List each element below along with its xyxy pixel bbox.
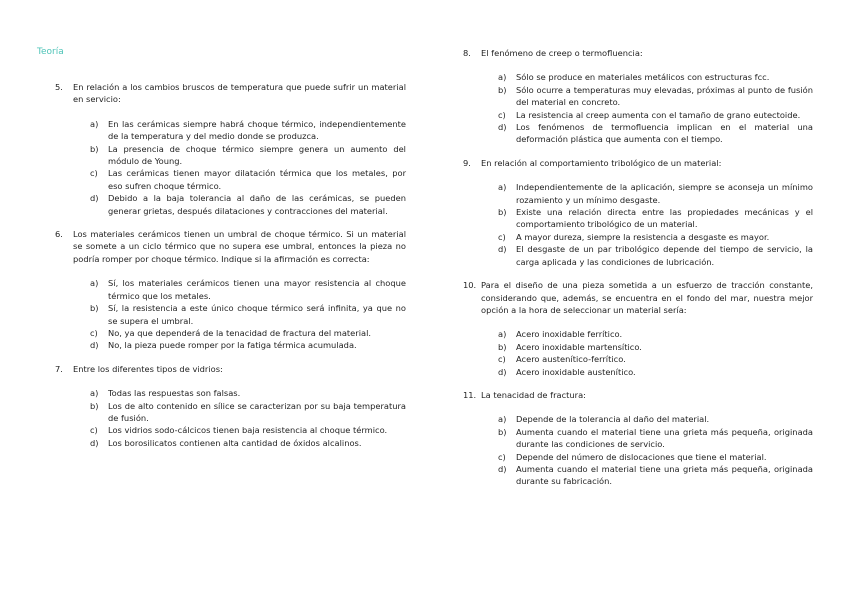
option-b[interactable] bbox=[90, 302, 406, 327]
option-letter: c) bbox=[90, 168, 98, 179]
option-text: Acero inoxidable ferrítico. bbox=[516, 329, 623, 340]
question-8 bbox=[463, 47, 813, 146]
question-text: En relación al comportamiento tribológico de un material: bbox=[481, 157, 722, 168]
option-a[interactable] bbox=[90, 118, 406, 143]
option-c[interactable] bbox=[90, 327, 406, 339]
option-text: Aumenta cuando el material tiene una grieta más pequeña, originada durante las condiciones de servicio. bbox=[516, 426, 813, 450]
option-text: Acero austenítico-ferrítico. bbox=[516, 354, 626, 365]
option-text: Depende del número de dislocaciones que tiene el material. bbox=[516, 451, 767, 462]
question-6 bbox=[55, 228, 406, 352]
option-text: Los borosilicatos contienen alta cantidad de óxidos alcalinos. bbox=[108, 437, 362, 448]
option-a[interactable] bbox=[498, 181, 813, 206]
option-c[interactable] bbox=[90, 167, 406, 192]
question-text: Entre los diferentes tipos de vidrios: bbox=[73, 363, 223, 374]
option-text: A mayor dureza, siempre la resistencia a desgaste es mayor. bbox=[516, 231, 770, 242]
option-letter: d) bbox=[498, 366, 507, 377]
option-d[interactable] bbox=[498, 463, 813, 488]
option-letter: b) bbox=[498, 426, 507, 437]
option-d[interactable] bbox=[90, 339, 406, 351]
option-a[interactable] bbox=[498, 71, 813, 83]
question-text: Los materiales cerámicos tienen un umbral de choque térmico. Si un material se somete a un ciclo térmico que no supera ese umbral, entonces la pieza no podría romper por choque térmico. Indique si la afirmación es correcta: bbox=[73, 229, 406, 264]
option-text: Los de alto contenido en sílice se caracterizan por su baja temperatura de fusión. bbox=[108, 400, 406, 423]
option-letter: a) bbox=[498, 182, 507, 193]
option-letter: c) bbox=[498, 451, 506, 462]
option-text: Acero inoxidable martensítico. bbox=[516, 341, 642, 352]
option-b[interactable] bbox=[498, 206, 813, 231]
option-letter: a) bbox=[90, 118, 99, 129]
option-d[interactable] bbox=[90, 437, 406, 449]
option-text: Existe una relación directa entre las propiedades mecánicas y el comportamiento tribológico de un material. bbox=[516, 207, 813, 230]
question-number: 10. bbox=[463, 280, 477, 291]
option-b[interactable] bbox=[90, 143, 406, 168]
option-d[interactable] bbox=[498, 366, 813, 378]
option-list bbox=[55, 118, 406, 217]
right-column bbox=[463, 47, 813, 488]
option-text: No, la pieza puede romper por la fatiga térmica acumulada. bbox=[108, 340, 357, 351]
option-text: Todas las respuestas son falsas. bbox=[108, 388, 241, 399]
option-text: Acero inoxidable austenítico. bbox=[516, 366, 636, 377]
option-b[interactable] bbox=[498, 84, 813, 109]
question-text: El fenómeno de creep o termofluencia: bbox=[481, 48, 643, 58]
option-list bbox=[463, 328, 813, 378]
option-letter: c) bbox=[90, 327, 98, 338]
question-number: 8. bbox=[463, 48, 471, 58]
option-text: Sólo ocurre a temperaturas muy elevadas, próximas al punto de fusión del material en concreto. bbox=[516, 84, 813, 108]
option-list bbox=[463, 181, 813, 268]
option-letter: a) bbox=[90, 278, 99, 289]
option-letter: a) bbox=[90, 388, 99, 399]
option-list bbox=[55, 277, 406, 351]
option-a[interactable] bbox=[90, 277, 406, 302]
option-text: Sí, la resistencia a este único choque térmico será infinita, ya que no se supera el umbral. bbox=[108, 303, 406, 326]
option-c[interactable] bbox=[498, 109, 813, 121]
question-number: 6. bbox=[55, 229, 63, 240]
option-b[interactable] bbox=[498, 341, 813, 353]
option-text: Los fenómenos de termofluencia implican en el material una deformación plástica que aumenta con el tiempo. bbox=[516, 122, 813, 145]
section-title: Teoría bbox=[37, 47, 64, 57]
option-letter: a) bbox=[498, 72, 507, 83]
question-11 bbox=[463, 389, 813, 488]
option-letter: c) bbox=[498, 109, 506, 120]
option-letter: d) bbox=[90, 340, 99, 351]
option-a[interactable] bbox=[90, 387, 406, 399]
option-b[interactable] bbox=[90, 400, 406, 425]
option-text: La presencia de choque térmico siempre genera un aumento del módulo de Young. bbox=[108, 143, 406, 167]
question-9 bbox=[463, 157, 813, 268]
option-d[interactable] bbox=[498, 243, 813, 268]
question-text: La tenacidad de fractura: bbox=[481, 389, 586, 400]
option-letter: d) bbox=[498, 463, 507, 474]
option-text: Debido a la baja tolerancia al daño de las cerámicas, se pueden generar grietas, después dilataciones y contracciones del material. bbox=[108, 193, 406, 216]
option-letter: c) bbox=[498, 354, 506, 365]
option-c[interactable] bbox=[498, 451, 813, 463]
question-5 bbox=[55, 81, 406, 217]
question-number: 11. bbox=[463, 389, 477, 400]
option-letter: b) bbox=[90, 143, 99, 154]
option-letter: d) bbox=[498, 122, 507, 133]
option-letter: d) bbox=[498, 244, 507, 255]
option-text: En las cerámicas siempre habrá choque térmico, independientemente de la temperatura y del medio donde se produzca. bbox=[108, 118, 406, 142]
option-d[interactable] bbox=[90, 192, 406, 217]
question-number: 5. bbox=[55, 82, 63, 92]
option-a[interactable] bbox=[498, 328, 813, 340]
option-letter: b) bbox=[90, 400, 99, 411]
option-letter: c) bbox=[498, 231, 506, 242]
option-letter: c) bbox=[90, 425, 98, 436]
question-number: 7. bbox=[55, 363, 63, 374]
option-list bbox=[55, 387, 406, 449]
question-text: En relación a los cambios bruscos de temperatura que puede sufrir un material en servicio: bbox=[73, 82, 406, 105]
option-c[interactable] bbox=[498, 353, 813, 365]
option-text: Sólo se produce en materiales metálicos con estructuras fcc. bbox=[516, 72, 770, 83]
option-a[interactable] bbox=[498, 413, 813, 425]
option-text: Depende de la tolerancia al daño del material. bbox=[516, 414, 710, 425]
option-letter: b) bbox=[90, 303, 99, 314]
option-letter: b) bbox=[498, 207, 507, 218]
option-list bbox=[463, 71, 813, 145]
option-text: No, ya que dependerá de la tenacidad de fractura del material. bbox=[108, 327, 372, 338]
option-letter: a) bbox=[498, 329, 507, 340]
option-text: Los vidrios sodo-cálcicos tienen baja resistencia al choque térmico. bbox=[108, 425, 388, 436]
option-letter: d) bbox=[90, 193, 99, 204]
option-text: El desgaste de un par tribológico depende del tiempo de servicio, la carga aplicada y las condiciones de lubricación. bbox=[516, 244, 813, 267]
option-text: Sí, los materiales cerámicos tienen una mayor resistencia al choque térmico que los metales. bbox=[108, 278, 406, 301]
option-letter: b) bbox=[498, 84, 507, 95]
option-b[interactable] bbox=[498, 426, 813, 451]
option-text: Las cerámicas tienen mayor dilatación térmica que los metales, por eso sufren choque térmico. bbox=[108, 168, 406, 191]
left-column bbox=[55, 81, 406, 449]
option-letter: d) bbox=[90, 437, 99, 448]
question-text: Para el diseño de una pieza sometida a un esfuerzo de tracción constante, considerando que, además, se encuentra en el fondo del mar, nuestra mejor opción a la hora de seleccionar un material sería: bbox=[481, 280, 813, 315]
option-list bbox=[463, 413, 813, 487]
option-text: La resistencia al creep aumenta con el tamaño de grano eutectoide. bbox=[516, 109, 801, 120]
question-number: 9. bbox=[463, 157, 471, 168]
option-text: Independientemente de la aplicación, siempre se aconseja un mínimo rozamiento y un mínimo desgaste. bbox=[516, 182, 813, 205]
question-10 bbox=[463, 279, 813, 378]
option-letter: a) bbox=[498, 414, 507, 425]
option-c[interactable] bbox=[498, 231, 813, 243]
option-d[interactable] bbox=[498, 121, 813, 146]
option-c[interactable] bbox=[90, 424, 406, 436]
option-letter: b) bbox=[498, 341, 507, 352]
question-7 bbox=[55, 363, 406, 449]
option-text: Aumenta cuando el material tiene una grieta más pequeña, originada durante su fabricación. bbox=[516, 463, 813, 487]
